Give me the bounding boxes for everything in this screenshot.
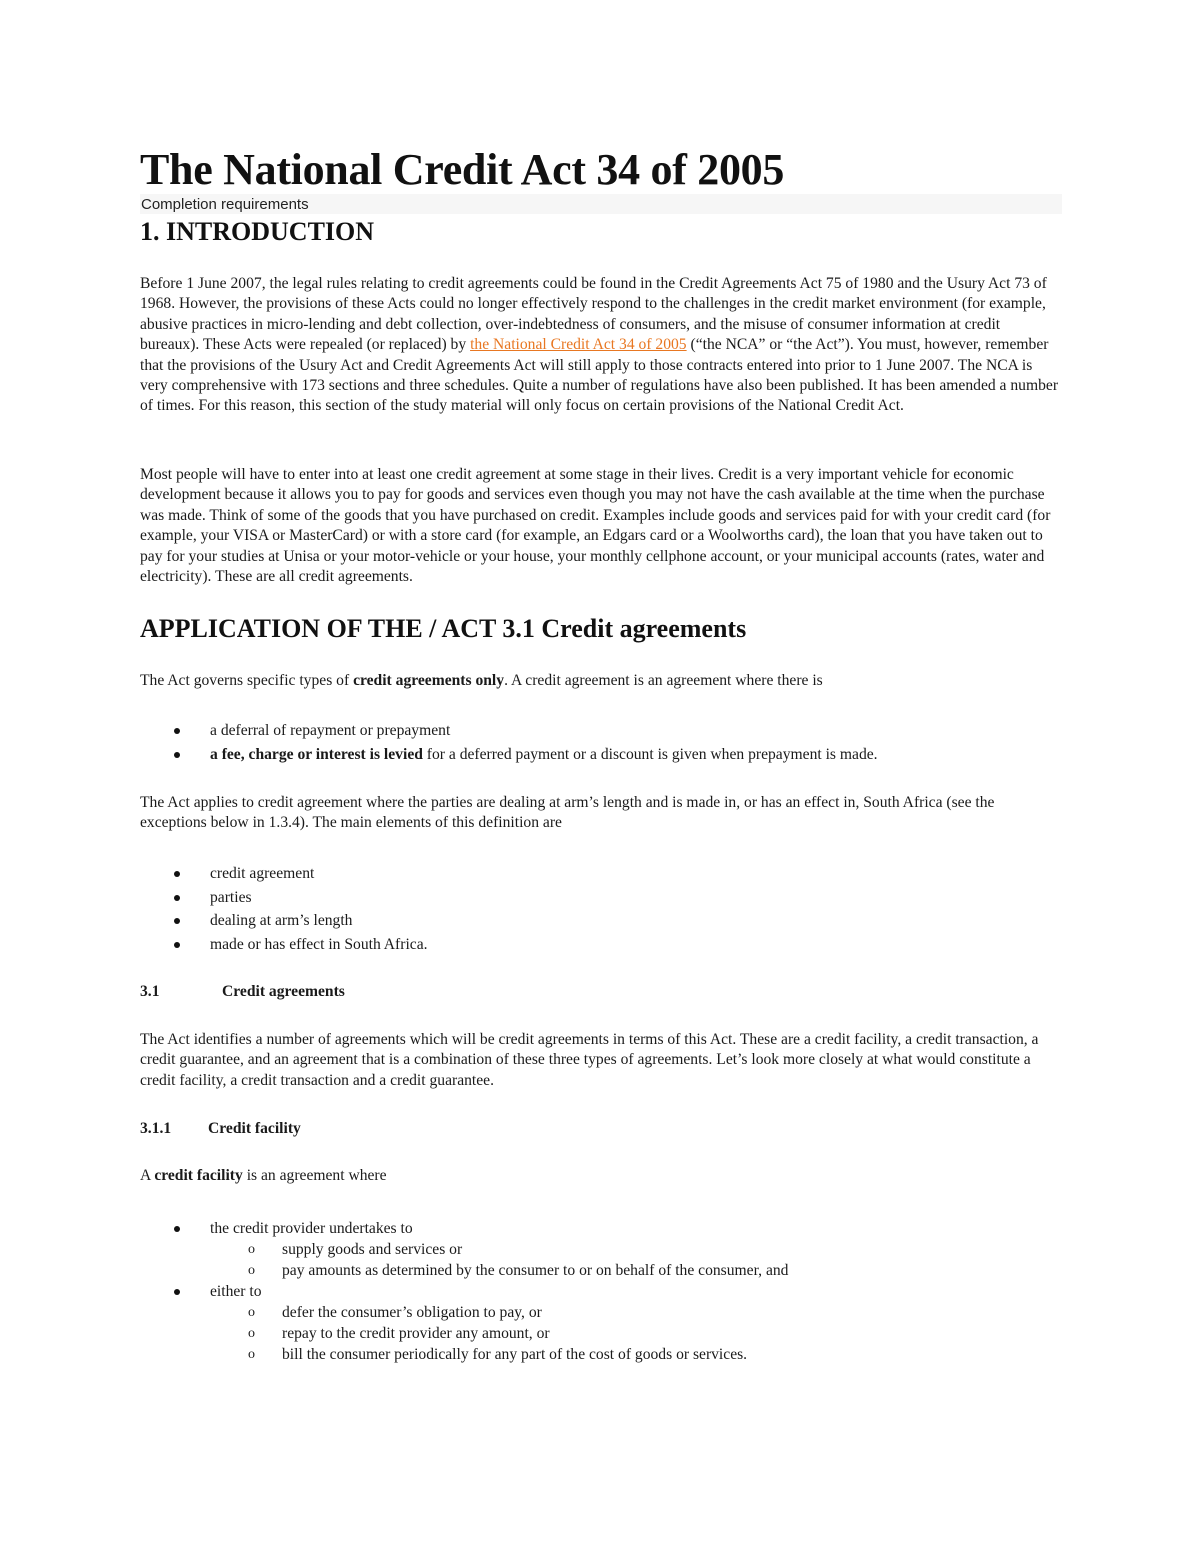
facility-list xyxy=(140,1218,1060,1365)
facility-text-b: is an agreement where xyxy=(242,1167,387,1184)
intro-text-a: Before 1 June 2007, the legal rules relating to credit agreements could be found in the Credit Agreements Act 75 of 1980 and the Usury Act 73 of 1968. However, the provisions of these Acts could no longer effectively respond to the challenges in the credit market environment (for example, abusive practices in micro-lending and debt collection, over-indebtedness of consumers, and the misuse of consumer information at credit bureaux). These Acts were repealed (or replaced) by xyxy=(140,275,1047,354)
list-item: parties xyxy=(140,886,1060,910)
governs-bold: credit agreements only xyxy=(353,672,505,689)
intro-heading: 1. INTRODUCTION xyxy=(140,217,375,246)
intro-paragraph-1 xyxy=(140,274,1060,417)
list-item xyxy=(140,1281,1060,1302)
list-item: dealing at arm’s length xyxy=(140,909,1060,933)
section-3-1-paragraph: The Act identifies a number of agreements which will be credit agreements in terms of this Act. These are a credit facility, a credit transaction, a credit guarantee, and an agreement that is a combination of these three types of agreements. Let’s look more closely at what would constitute a credit facility, a credit transaction and a credit guarantee. xyxy=(140,1031,1039,1089)
sub-list-item: o repay to the credit provider any amount, or xyxy=(140,1323,1060,1344)
list-item-text: a deferral of repayment or prepayment xyxy=(210,722,451,739)
application-heading: APPLICATION OF THE / ACT 3.1 Credit agreements xyxy=(140,614,747,643)
sub-list-item: o pay amounts as determined by the consumer to or on behalf of the consumer, and xyxy=(140,1260,1060,1281)
facility-text-a: A xyxy=(140,1167,155,1184)
section-number-3-1: 3.1 xyxy=(140,983,160,1000)
governs-paragraph xyxy=(140,671,1060,691)
elements-list xyxy=(140,862,1060,956)
sub-list xyxy=(140,1302,1060,1365)
sub-list-item: o defer the consumer’s obligation to pay, or xyxy=(140,1302,1060,1323)
sub-list-item: o bill the consumer periodically for any part of the cost of goods or services. xyxy=(140,1344,1060,1365)
list-item: made or has effect in South Africa. xyxy=(140,933,1060,957)
governs-text-a: The Act governs specific types of xyxy=(140,672,354,689)
section-title-3-1-1: Credit facility xyxy=(208,1120,301,1137)
governs-text-b: . A credit agreement is an agreement where there is xyxy=(504,672,823,689)
section-number-3-1-1: 3.1.1 xyxy=(140,1120,172,1137)
page-title: The National Credit Act 34 of 2005 xyxy=(140,145,785,194)
section-title-3-1: Credit agreements xyxy=(222,983,345,1000)
sub-list xyxy=(140,1239,1060,1281)
list-item: credit agreement xyxy=(140,862,1060,886)
list-item xyxy=(140,743,1060,767)
list-item-text: for a deferred payment or a discount is given when prepayment is made. xyxy=(422,745,878,763)
agreement-where-list xyxy=(140,719,1060,766)
list-item-bold: a fee, charge or interest is levied xyxy=(210,745,423,763)
list-item-text: either to xyxy=(210,1283,262,1300)
sub-list-container xyxy=(140,1302,1060,1365)
list-item xyxy=(140,1218,1060,1239)
intro-text-b: (“the NCA” or “the Act”). You must, however, remember that the provisions of the Usury Act and Credit Agreements Act will still apply to those contracts entered into prior to 1 June 2007. The NCA is very comprehensive with 173 sections and three schedules. Quite a number of regulations have also been published. It has been amended a number of times. For this reason, this section of the study material will only focus on certain provisions of the National Credit Act. xyxy=(140,336,1059,415)
applies-paragraph: The Act applies to credit agreement where the parties are dealing at arm’s length and is made in, or has an effect in, South Africa (see the exceptions below in 1.3.4). The main elements of this definition are xyxy=(140,794,995,832)
intro-paragraph-2: Most people will have to enter into at least one credit agreement at some stage in their lives. Credit is a very important vehicle for economic development because it allows you to pay for goods and services even though you may not have the cash available at the time when the purchase was made. Think of some of the goods that you have purchased on credit. Examples include goods and services paid for with your credit card (for example, your VISA or MasterCard) or with a store card (for example, an Edgars card or a Woolworths card), the loan that you have taken out to pay for your studies at Unisa or your motor-vehicle or your house, your monthly cellphone account, or your municipal accounts (rates, water and electricity). These are all credit agreements. xyxy=(140,466,1051,586)
completion-requirements[interactable]: Completion requirements xyxy=(141,196,309,213)
sub-list-item: o supply goods and services or xyxy=(140,1239,1060,1260)
list-item-text: the credit provider undertakes to xyxy=(210,1220,413,1237)
facility-intro xyxy=(140,1166,1060,1186)
facility-bold: credit facility xyxy=(154,1167,243,1184)
nca-link[interactable]: the National Credit Act 34 of 2005 xyxy=(470,336,687,354)
list-item xyxy=(140,719,1060,743)
sub-list-container xyxy=(140,1239,1060,1281)
